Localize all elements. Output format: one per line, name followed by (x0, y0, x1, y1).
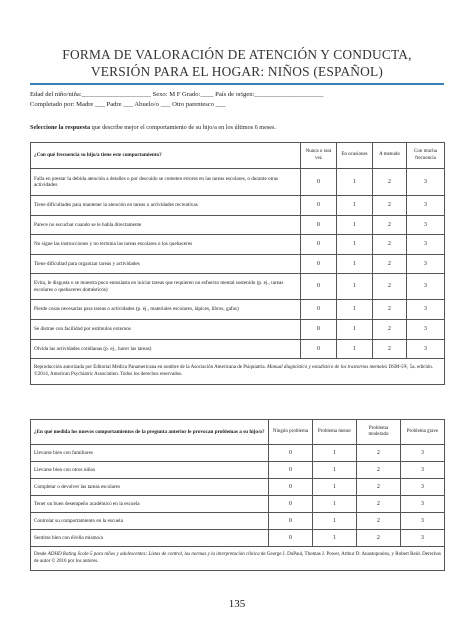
score-option[interactable]: 3 (407, 216, 445, 235)
header-often: A menudo (373, 143, 407, 169)
score-option[interactable]: 3 (407, 169, 445, 196)
score-option[interactable]: 2 (373, 340, 407, 359)
item-text: Controlar su comportamiento en la escuela (31, 513, 269, 530)
score-option[interactable]: 0 (301, 320, 337, 340)
header-minor-problem: Problema menor (313, 420, 357, 445)
frequency-question: ¿Con qué frecuencia su hijo/a tiene este comportamiento? (31, 143, 301, 169)
score-option[interactable]: 2 (357, 479, 401, 496)
table-row (31, 462, 445, 479)
score-option[interactable]: 3 (401, 496, 445, 513)
score-option[interactable]: 3 (407, 320, 445, 340)
score-option[interactable]: 3 (407, 255, 445, 274)
item-text: Sentirse bien con él/ella mismo/a (31, 530, 269, 547)
header-moderate-problem: Problema moderado (357, 420, 401, 445)
copyright-text: Reproducción autorizada por Editorial Médica Panamericana en nombre de la Asociación Americana de Psiquiatría. (34, 365, 268, 371)
score-option[interactable]: 1 (313, 445, 357, 462)
item-text: No sigue las instrucciones y no termina las tareas escolares o los quehaceres (31, 235, 301, 255)
table-row (31, 320, 445, 340)
item-text: Evita, le disgusta o se muestra poco entusiasta en iniciar tareas que requieren un esfuerzo mental sostenido (p. ej., tareas escolares o quehaceres domésticos) (31, 274, 301, 300)
score-option[interactable]: 0 (301, 300, 337, 320)
score-option[interactable]: 2 (373, 196, 407, 216)
source-text-end: de George J. DuPaul, Thomas J. Power, Arthur D. Anastopoulos, y Robert Reid. Derechos de autor © 2016 por los autores. (34, 552, 441, 564)
score-option[interactable]: 3 (401, 513, 445, 530)
table-row (31, 274, 445, 300)
item-text: Llevarse bien con otros niños (31, 462, 269, 479)
score-option[interactable]: 2 (373, 216, 407, 235)
source-row (31, 547, 445, 571)
score-option[interactable]: 2 (373, 274, 407, 300)
score-option[interactable]: 0 (269, 462, 313, 479)
frequency-header-row (31, 143, 445, 169)
source-text: Desde (34, 552, 48, 558)
item-text: Llevarse bien con familiares (31, 445, 269, 462)
score-option[interactable]: 0 (301, 216, 337, 235)
table-row (31, 196, 445, 216)
score-option[interactable]: 0 (269, 479, 313, 496)
form-title: FORMA DE VALORACIÓN DE ATENCIÓN Y CONDUCTA, VERSIÓN PARA EL HOGAR: NIÑOS (ESPAÑOL) (62, 47, 412, 79)
table-row (31, 513, 445, 530)
page-number: 135 (228, 598, 246, 610)
score-option[interactable]: 1 (313, 479, 357, 496)
copyright-row (31, 359, 445, 385)
item-text: Falla en prestar la debida atención a detalles o por descuido se cometen errores en las tareas escolares, o durante otras actividades (31, 169, 301, 196)
score-option[interactable]: 1 (313, 462, 357, 479)
impairment-header-row (31, 420, 445, 445)
score-option[interactable]: 2 (357, 513, 401, 530)
table-row (31, 496, 445, 513)
item-text: Parece no escuchar cuando se le habla directamente (31, 216, 301, 235)
item-text: Olvida las actividades cotidianas (p. ej., hacer las tareas) (31, 340, 301, 359)
score-option[interactable]: 1 (337, 274, 373, 300)
score-option[interactable]: 0 (301, 255, 337, 274)
child-info-line: Edad del niño/niña:_____________________ Sexo: M F Grado:____ País de origen:_____________________ (30, 91, 324, 98)
completed-by-line: Completado por: Madre ___ Padre ___ Abuelo/o ___ Otro parentesco ___ (30, 101, 226, 108)
table-row (31, 445, 445, 462)
score-option[interactable]: 0 (301, 340, 337, 359)
score-option[interactable]: 3 (401, 530, 445, 547)
score-option[interactable]: 0 (301, 196, 337, 216)
score-option[interactable]: 0 (269, 445, 313, 462)
table-row (31, 216, 445, 235)
score-option[interactable]: 1 (337, 169, 373, 196)
source-title: ADHD Rating Scale-5 para niños y adolescentes: Listas de control, las normas y la interpretación clínica (47, 552, 260, 558)
score-option[interactable]: 1 (337, 196, 373, 216)
score-option[interactable]: 3 (407, 340, 445, 359)
score-option[interactable]: 3 (407, 235, 445, 255)
score-option[interactable]: 0 (301, 169, 337, 196)
table-row (31, 530, 445, 547)
table-row (31, 255, 445, 274)
score-option[interactable]: 3 (407, 300, 445, 320)
header-severe-problem: Problema grave (401, 420, 445, 445)
score-option[interactable]: 1 (313, 530, 357, 547)
score-option[interactable]: 3 (407, 196, 445, 216)
score-option[interactable]: 1 (337, 255, 373, 274)
table-row (31, 235, 445, 255)
impairment-table (30, 419, 445, 571)
score-option[interactable]: 1 (337, 216, 373, 235)
score-option[interactable]: 1 (337, 235, 373, 255)
score-option[interactable]: 1 (337, 320, 373, 340)
score-option[interactable]: 2 (373, 320, 407, 340)
score-option[interactable]: 1 (313, 496, 357, 513)
score-option[interactable]: 1 (337, 300, 373, 320)
item-text: Se distrae con facilidad por estímulos externos (31, 320, 301, 340)
header-no-problem: Ningún problema (269, 420, 313, 445)
score-option[interactable]: 3 (401, 462, 445, 479)
header-very-often: Con mucha frecuencia (407, 143, 445, 169)
item-text: Tiene dificultades para mantener la atención en tareas o actividades recreativas (31, 196, 301, 216)
score-option[interactable]: 0 (269, 496, 313, 513)
score-option[interactable]: 1 (337, 340, 373, 359)
source-note (31, 547, 445, 571)
score-option[interactable]: 2 (357, 530, 401, 547)
score-option[interactable]: 3 (401, 479, 445, 496)
item-text: Tener un buen desempeño académico en la escuela (31, 496, 269, 513)
score-option[interactable]: 0 (269, 530, 313, 547)
score-option[interactable]: 2 (357, 496, 401, 513)
table-row (31, 479, 445, 496)
title-divider (30, 83, 444, 85)
score-option[interactable]: 2 (373, 235, 407, 255)
table-row (31, 340, 445, 359)
header-never: Nunca o rara vez (301, 143, 337, 169)
manual-title: Manual diagnóstico y estadístico de los trastornos mentales (267, 365, 388, 371)
table-row (31, 169, 445, 196)
copyright-note (31, 359, 445, 385)
score-option[interactable]: 0 (301, 274, 337, 300)
score-option[interactable]: 0 (269, 513, 313, 530)
score-option[interactable]: 3 (401, 445, 445, 462)
score-option[interactable]: 2 (373, 169, 407, 196)
instruction-rest: que describe mejor el comportamiento de su hijo/a en los últimos 6 meses. (90, 124, 276, 131)
score-option[interactable]: 2 (357, 445, 401, 462)
table-row (31, 300, 445, 320)
item-text: Pierde cosas necesarias para tareas o actividades (p. ej., materiales escolares, lápices, libros, gafas) (31, 300, 301, 320)
copyright-text-end: DSM-5®, 5a. edición. ©2014, American Psychiatric Association. Todos los derechos reservados. (34, 365, 433, 377)
instruction-bold: Seleccione la respuesta (30, 124, 91, 131)
header-sometimes: En ocasiones (337, 143, 373, 169)
frequency-table (30, 142, 445, 385)
instruction-text (30, 124, 276, 131)
score-option[interactable]: 1 (313, 513, 357, 530)
score-option[interactable]: 2 (357, 462, 401, 479)
item-text: Completar o devolver las tareas escolares (31, 479, 269, 496)
item-text: Tiene dificultad para organizar tareas y actividades (31, 255, 301, 274)
score-option[interactable]: 0 (301, 235, 337, 255)
score-option[interactable]: 3 (407, 274, 445, 300)
impairment-question: ¿En qué medida los nuevos comportamientos de la pregunta anterior le provocan problemas a su hijo/o? (31, 420, 269, 445)
score-option[interactable]: 2 (373, 300, 407, 320)
score-option[interactable]: 2 (373, 255, 407, 274)
